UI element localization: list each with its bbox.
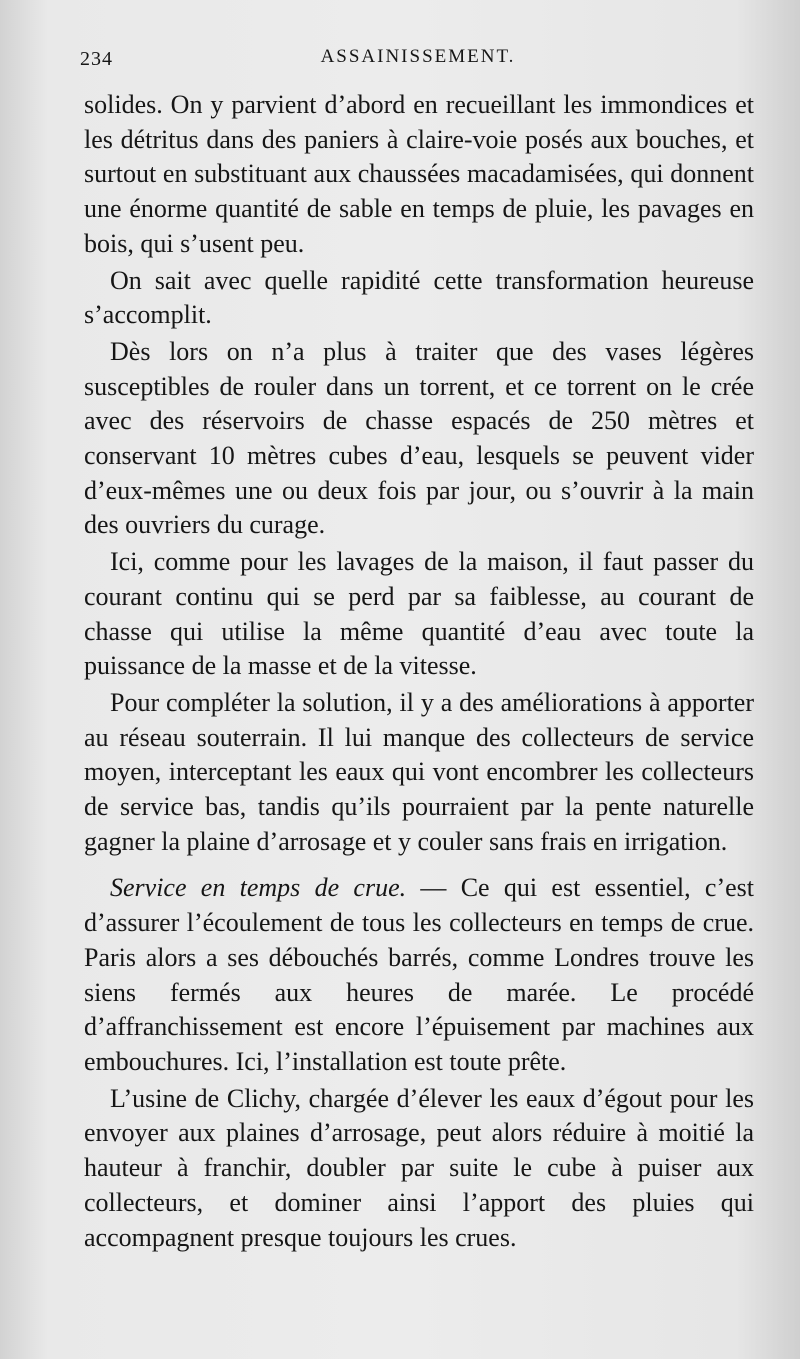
paragraph-7: L’usine de Clichy, chargée d’élever les eaux d’égout pour les envoyer aux plaines d’arrosage, peut alors réduire à moitié la hauteur à franchir, doubler par suite le cube à puiser aux collecteurs, et dominer ainsi l’apport des pluies qui accompagnent presque toujours les crues.: [84, 1083, 754, 1252]
page-number: 234: [80, 48, 113, 70]
paragraph-6: [84, 871, 754, 1079]
paragraph-1: solides. On y parvient d’abord en recueillant les immondices et les détritus dans des paniers à claire-voie posés aux bouches, et surtout en substituant aux chaussées macadamisées, qui donnent une énorme quantité de sable en temps de pluie, les pavages en bois, qui s’usent peu.: [84, 90, 754, 258]
paragraph-3: Dès lors on n’a plus à traiter que des vases légères susceptibles de rouler dans un torrent, et ce torrent on le crée avec des réservoirs de chasse espacés de 250 mètres et conservant 10 mètres cubes d’eau, lesquels se peuvent vider d’eux-mêmes une ou deux fois par jour, ou s’ouvrir à la main des ouvriers du curage.: [84, 336, 754, 540]
paragraph-4: Ici, comme pour les lavages de la maison, il faut passer du courant continu qui se perd par sa faiblesse, au courant de chasse qui utilise la même quantité d’eau avec toute la puissance de la masse et de la vitesse.: [84, 547, 754, 681]
running-head: ASSAINISSEMENT.: [320, 46, 516, 67]
paragraph-2: On sait avec quelle rapidité cette transformation heureuse s’accomplit.: [84, 265, 754, 330]
paragraph-5: Pour compléter la solution, il y a des améliorations à apporter au réseau souterrain. Il lui manque des collecteurs de service moyen, interceptant les eaux qui vont encombrer les collecteurs de service bas, tandis qu’ils pourraient par la pente naturelle gagner la plaine d’arrosage et y couler sans frais en irrigation.: [84, 687, 754, 856]
paragraph-6-text: — Ce qui est essentiel, c’est d’assurer l’écoulement de tous les collecteurs en temps de crue. Paris alors a ses débouchés barrés, comme Londres trouve les siens fermés aux heures de marée. Le procédé d’affranchissement est encore l’épuisement par machines aux embouchures. Ici, l’installation est toute prête.: [84, 873, 754, 1076]
body-text: [84, 88, 754, 1255]
page-header: [80, 44, 756, 74]
section-run-in-heading: Service en temps de crue.: [110, 873, 407, 903]
